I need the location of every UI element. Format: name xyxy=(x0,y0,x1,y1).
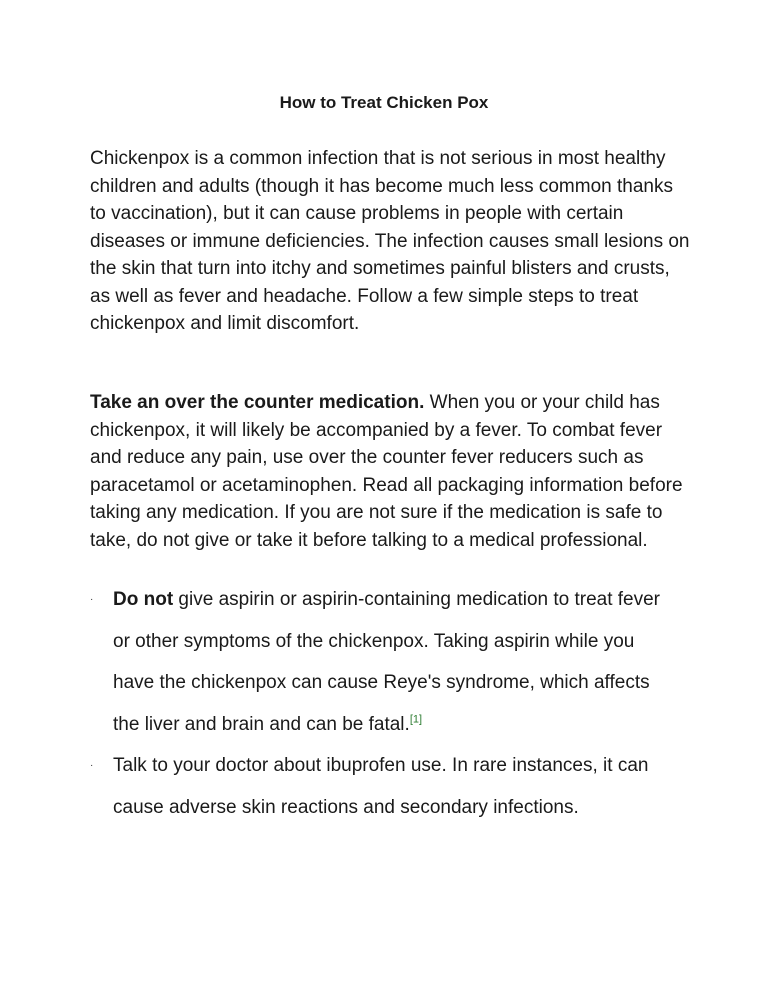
list-item xyxy=(0,745,673,828)
bullet-marker: · xyxy=(90,594,94,605)
citation-link[interactable]: [1] xyxy=(409,713,423,726)
list-item xyxy=(0,579,673,745)
intro-paragraph: Chickenpox is a common infection that is not serious in most healthy children and adults (though it has become much less common thanks to vaccination), but it can cause problems in people with certain diseases or immune deficiencies. The infection causes small lesions on the skin that turn into itchy and sometimes painful blisters and crusts, as well as fever and headache. Follow a few simple steps to treat chickenpox and limit discomfort. xyxy=(90,148,690,334)
step-body: When you or your child has chickenpox, it will likely be accompanied by a fever. To combat fever and reduce any pain, use over the counter fever reducers such as paracetamol or acetaminophen. Read all packaging information before taking any medication. If you are not sure if the medication is safe to take, do not give or take it before talking to a medical professional. xyxy=(90,392,683,551)
bullet-text: give aspirin or aspirin-containing medication to treat fever or other symptoms of the chickenpox. Taking aspirin while you have the chickenpox can cause Reye's syndrome, which affects the liver and brain and can be fatal. xyxy=(113,589,661,735)
bullet-text: Talk to your doctor about ibuprofen use. In rare instances, it can cause adverse skin reactions and secondary infections. xyxy=(113,755,649,818)
step-heading: Take an over the counter medication. xyxy=(90,392,425,413)
step-paragraph xyxy=(90,389,690,554)
page-title: How to Treat Chicken Pox xyxy=(279,93,489,112)
bullet-emphasis: Do not xyxy=(113,589,174,610)
bullet-marker: · xyxy=(90,760,94,771)
bullet-list xyxy=(0,579,768,828)
